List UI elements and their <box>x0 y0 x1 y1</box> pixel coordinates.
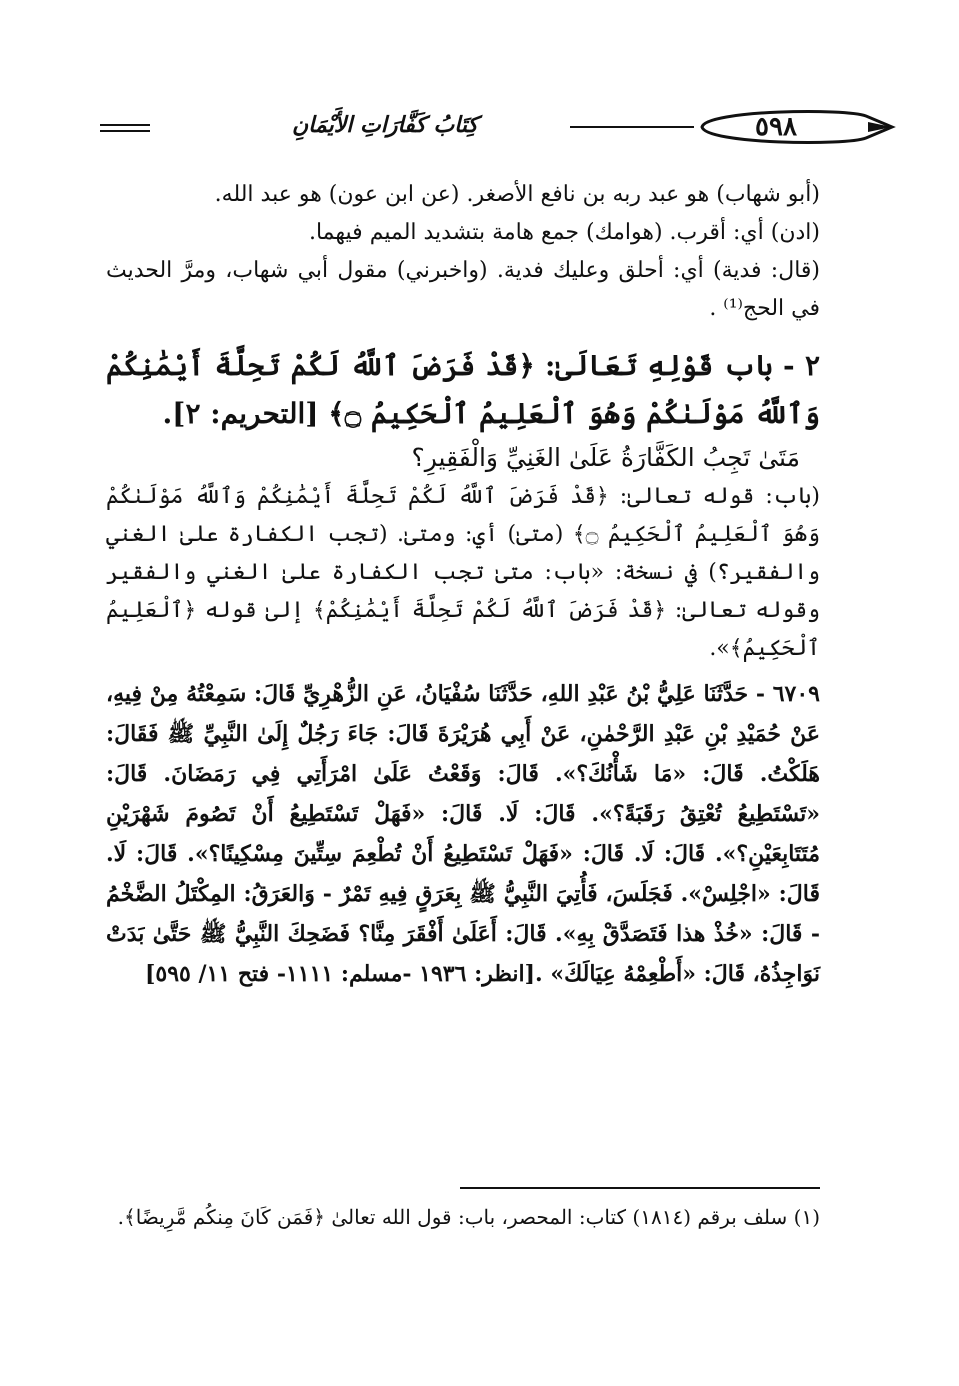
page-body <box>106 176 820 994</box>
page-number-badge <box>696 104 896 150</box>
page-number: ٥٩٨ <box>755 112 797 142</box>
commentary-middle: (باب: قوله تعالىٰ: ﴿قَدْ فَرَضَ ٱللَّهُ لَكُمْ تَحِلَّةَ أَيْمَٰنِكُمْ وَٱللَّهُ مَوْلَىٰكُمْ وَهُوَ ٱلْعَلِيمُ ٱلْحَكِيمُ ۝﴾ (متىٰ) أي: ومتىٰ. (تجب الكفارة علىٰ الغني والفقير؟) في نسخة: «باب: متىٰ تجب الكفارة علىٰ الغني والفقير وقوله تعالىٰ: ﴿قَدْ فَرَضَ ٱللَّهُ لَكُمْ تَحِلَّةَ أَيْمَٰنِكُمْ﴾ إلىٰ قوله ﴿ٱلْعَلِيمُ ٱلْحَكِيمُ﴾». <box>106 484 821 661</box>
hadith-text: ٦٧٠٩ - حَدَّثَنَا عَلِيُّ بْنُ عَبْدِ اللهِ، حَدَّثَنَا سُفْيَانُ، عَنِ الزُّهْرِيِّ قَالَ: سَمِعْتُهُ مِنْ فِيهِ، عَنْ حُمَيْدِ بْنِ عَبْدِ الرَّحْمٰنِ، عَنْ أَبِي هُرَيْرَةَ قَالَ: جَاءَ رَجُلٌ إِلَىٰ النَّبِيِّ ﷺ فَقَالَ: هَلَكْتُ. قَالَ: «مَا شَأْنُكَ؟». قَالَ: وَقَعْتُ عَلَىٰ امْرَأَتِي فِي رَمَضَانَ. قَالَ: «تَسْتَطِيعُ تُعْتِقُ رَقَبَةً؟». قَالَ: لَا. قَالَ: «فَهَلْ تَسْتَطِيعُ أَنْ تَصُومَ شَهْرَيْنِ مُتَتَابِعَيْنِ؟». قَالَ: لَا. قَالَ: «فَهَلْ تَسْتَطِيعُ أَنْ تُطْعِمَ سِتِّينَ مِسْكِينًا؟». قَالَ: لَا. قَالَ: «اجْلِسْ». فَجَلَسَ، فَأُتِيَ النَّبِيُّ ﷺ بِعَرَقٍ فِيهِ تَمْرٌ - وَالعَرَقُ: المِكْتَلُ الضَّخْمُ - قَالَ: «خُذْ هذا فَتَصَدَّقْ بِهِ». قَالَ: أَعَلَىٰ أَفْقَرَ مِنَّا؟ فَضَحِكَ النَّبِيُّ ﷺ حَتَّىٰ بَدَتْ نَوَاجِذُهُ، قَالَ: «أَطْعِمْهُ عِيَالَكَ» .[انظر: ١٩٣٦ -مسلم: ١١١١- فتح ١١/ ٥٩٥] <box>106 681 820 987</box>
footnote-divider <box>460 1187 820 1189</box>
header-rule-right <box>570 126 694 128</box>
running-title: كِتَابُ كَفَّارَاتِ الأَيْمَانِ <box>292 112 478 138</box>
commentary-line-1: (أبو شهاب) هو عبد ربه بن نافع الأصغر. (عن ابن عون) هو عبد الله. <box>214 182 820 207</box>
header-rule-left <box>100 124 150 126</box>
chapter-heading: ٢ - باب قَوْلِهِ تَعَالَىٰ: ﴿قَدْ فَرَضَ ٱللَّهُ لَكُمْ تَحِلَّةَ أَيْمَٰنِكُمْ وَٱللَّهُ مَوْلَىٰكُمْ وَهُوَ ٱلْعَلِيمُ ٱلْحَكِيمُ ۝﴾ [التحريم: ٢]. <box>106 349 820 430</box>
footnote: (١) سلف برقم (١٨١٤) كتاب: المحصر، باب: قول الله تعالىٰ ﴿فَمَن كَانَ مِنكُم مَّرِيضًا﴾. <box>117 1205 820 1229</box>
header-rule-left-2 <box>100 130 150 132</box>
commentary-line-3: (قال: فدية) أي: أحلق وعليك فدية. (واخبرني) مقول أبي شهاب، ومرَّ الحديث في الحج⁽¹⁾ . <box>106 258 820 321</box>
commentary-line-2: (ادن) أي: أقرب. (هوامك) جمع هامة بتشديد الميم فيهما. <box>308 220 820 245</box>
page-header <box>100 104 820 152</box>
chapter-question: مَتَىٰ تَجِبُ الكَفَّارَةُ عَلَىٰ الغَنِيِّ وَالْفَقِيرِ؟ <box>411 443 800 472</box>
